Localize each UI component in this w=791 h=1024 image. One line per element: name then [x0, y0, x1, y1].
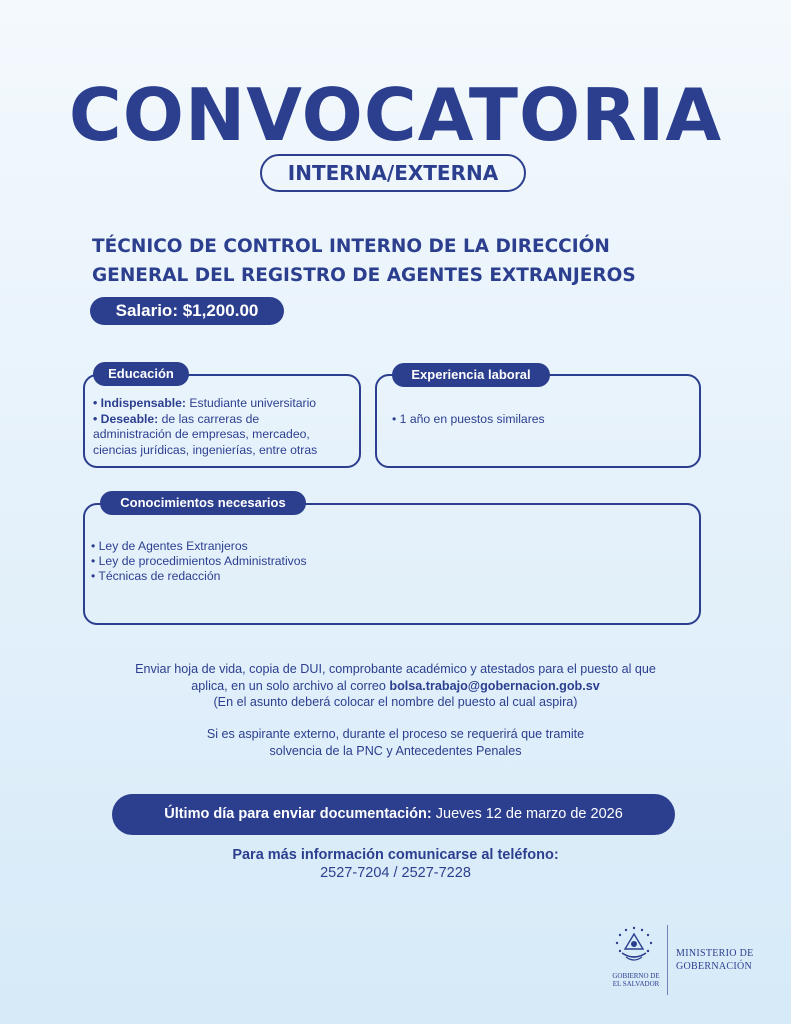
education-required-text: Estudiante universitario [189, 396, 317, 410]
deadline-date: Jueves 12 de marzo de 2026 [435, 806, 623, 822]
logo-divider [667, 925, 668, 995]
experience-heading: Experiencia laboral [392, 363, 550, 387]
ministry-line-2: GOBERNACIÓN [676, 961, 753, 972]
knowledge-item: • Ley de Agentes Extranjeros [91, 539, 248, 553]
experience-item: • 1 año en puestos similares [392, 412, 545, 426]
knowledge-list [91, 539, 591, 584]
contact-info [60, 846, 731, 882]
deadline-label: Último día para enviar documentación: [164, 806, 432, 822]
salary-badge [90, 297, 284, 325]
deadline-banner [112, 794, 675, 835]
application-line-2: aplica, en un solo archivo al correo [191, 678, 386, 693]
knowledge-item: • Ley de procedimientos Administrativos [91, 554, 307, 568]
external-line-1: Si es aspirante externo, durante el proceso se requerirá que tramite [206, 727, 585, 741]
position-title [92, 232, 712, 290]
coat-of-arms-icon [606, 925, 662, 969]
application-email: bolsa.trabajo@gobernacion.gob.sv [389, 678, 600, 693]
government-logo [606, 925, 776, 995]
external-applicant-note [60, 726, 731, 759]
application-line-3: (En el asunto deberá colocar el nombre del puesto al cual aspira) [213, 695, 578, 709]
position-title-line-1: TÉCNICO DE CONTROL INTERNO DE LA DIRECCIÓN [92, 236, 610, 257]
ministry-line-1: MINISTERIO DE [676, 948, 754, 959]
education-desired-text-2: administración de empresas, mercadeo, [93, 427, 310, 441]
knowledge-heading: Conocimientos necesarios [100, 491, 306, 515]
call-type-badge: INTERNA/EXTERNA [260, 154, 526, 192]
gov-line-2: EL SALVADOR [612, 980, 660, 988]
education-desired-text-3: ciencias jurídicas, ingenierías, entre otras [93, 442, 318, 457]
external-line-2: solvencia de la PNC y Antecedentes Penales [269, 743, 522, 758]
education-heading: Educación [93, 362, 189, 386]
knowledge-item: • Técnicas de redacción [91, 569, 221, 583]
education-desired-label: • Deseable: [93, 411, 159, 426]
contact-label: Para más información comunicarse al teléfono: [232, 847, 559, 863]
contact-phones: 2527-7204 / 2527-7228 [320, 865, 471, 881]
application-instructions [60, 661, 731, 711]
salary-label: Salario: [115, 301, 178, 320]
education-required-label: • Indispensable: [93, 396, 186, 410]
page-title: CONVOCATORIA [68, 73, 723, 157]
education-desired-text-1: de las carreras de [161, 411, 260, 426]
application-line-1: Enviar hoja de vida, copia de DUI, comprobante académico y atestados para el puesto al que [135, 662, 656, 676]
education-details [93, 396, 355, 458]
salary-value: $1,200.00 [182, 301, 259, 320]
position-title-line-2: GENERAL DEL REGISTRO DE AGENTES EXTRANJEROS [92, 265, 636, 286]
gov-line-1: GOBIERNO DE [612, 972, 660, 980]
